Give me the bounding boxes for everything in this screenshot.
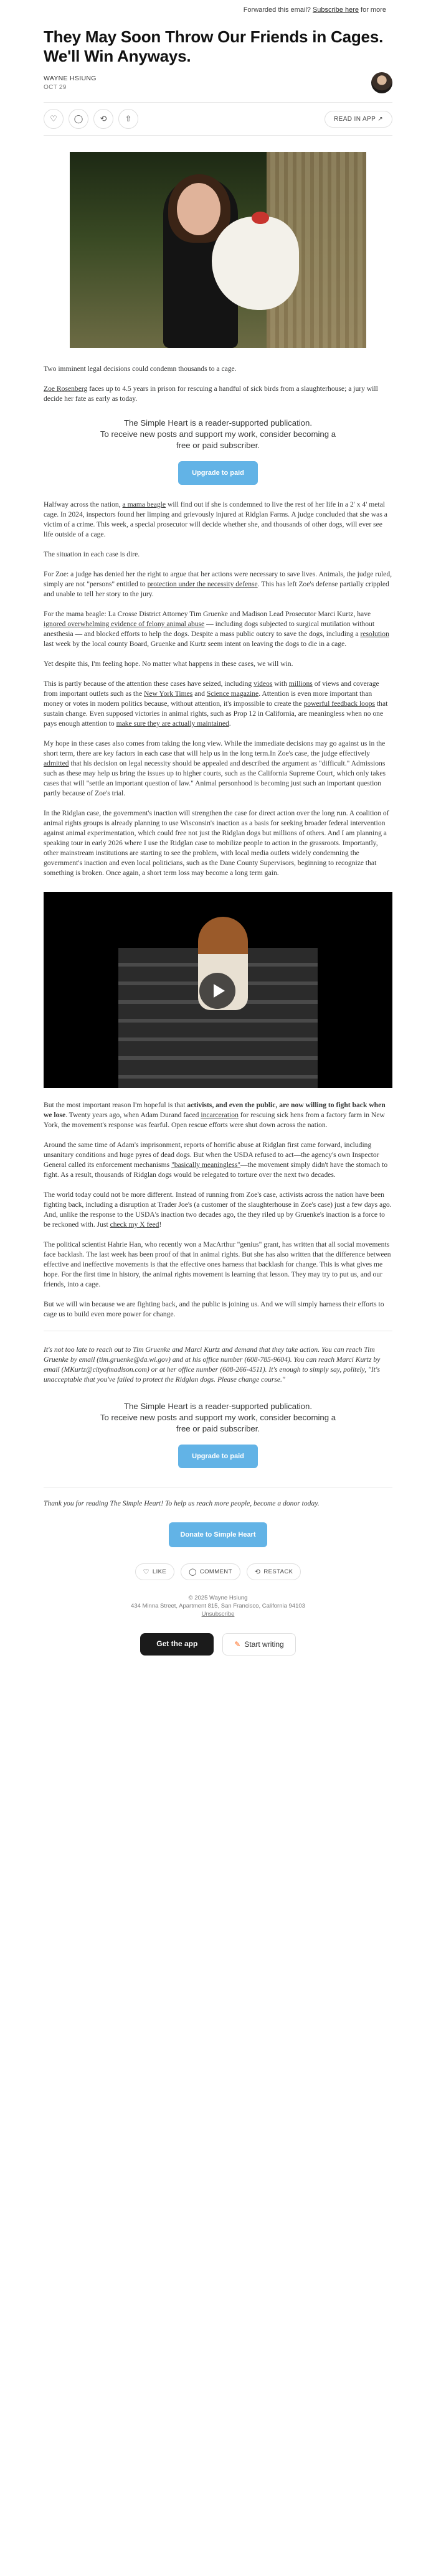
text-span: ! [159,1220,162,1229]
hero-face [177,183,220,235]
necessity-defense-link[interactable]: protection under the necessity defense [147,580,258,588]
text-span: that sustain change. Even supposed victories in animal rights, such as Prop 12 in California, are meaningless when no one pays enough attention to [44,700,388,728]
felony-abuse-link[interactable]: ignored overwhelming evidence of felony animal abuse [44,620,205,628]
paragraph-we-will-win: But we will win because we are fighting back, and the public is joining us. And we will simply harness their efforts to cage us to build even more power for change. [44,1300,384,1318]
text-span: . Attention is even more important than money or votes in modern politics because, without attention, it's impossible to create the [44,690,372,708]
text-span: for rescuing sick hens from a factory farm in New York, the movement's response was fearful. Open rescue efforts were shut down across the nation. [44,1111,385,1129]
footer-meta [44,1594,392,1618]
text-span: The world today could not be more different. Instead of running from Zoe's case, activists across the nation have been fighting back, including a disruption at Trader Joe's (a customer of the slaughterhouse in Zoe's case) just a few days ago. And, unlike the response to the USDA's inaction two decades ago, the they riled up by Gruenke's inaction is a force to be reckoned with. Just [44,1191,392,1229]
text-span: For the mama beagle: La Crosse District Attorney Tim Gruenke and Madison Lead Prosecutor Marci Kurtz, have [44,610,371,618]
author-name[interactable]: WAYNE HSIUNG [44,75,97,82]
start-writing-button[interactable] [222,1633,295,1656]
restack-label: RESTACK [263,1568,293,1575]
text-span: — including dogs subjected to surgical mutilation without anesthesia — and blocked efforts to help the dogs. Despite a mass public outcry to save the dogs, including a [44,620,375,638]
footer-like-button[interactable] [135,1563,174,1580]
paragraph-dire: The situation in each case is dire. [44,550,140,558]
meaningless-link[interactable]: "basically meaningless" [171,1161,240,1169]
paragraph-ridglan-case: In the Ridglan case, the government's inaction will strengthen the case for direct action over the long run. A coalition of animal rights groups is already planning to use Wisconsin's inaction as a basis for seeking broader federal intervention against animal experimentation, which could free not just the Ridglan dogs but millions of others. And I am planning a speaking tour in early 2026 where I use the Ridglan case to mobilize people to action in the grassroots. Importantly, other mainstream institutions are starting to see the problem, with local media outlets widely condemning the government's inaction and even local politicians, such as the Dane County Supervisors, beginning to recognize that something is broken. Once again, a short term loss may become a long term gain. [44,809,389,877]
post-container [44,27,392,1656]
science-magazine-link[interactable]: Science magazine [206,690,259,698]
comment-label: COMMENT [199,1568,232,1575]
text-span: with [272,680,289,688]
share-button[interactable] [118,109,138,129]
feedback-loops-link[interactable]: powerful feedback loops [303,700,376,708]
paragraph-long-view [44,739,392,799]
comment-button[interactable] [69,109,88,129]
x-feed-link[interactable]: check my X feed [110,1220,159,1229]
text-span: For Zoe: a judge has denied her the right to argue that her actions were necessary to save lives. Animals, the judge ruled, simply are not "persons" entitled to [44,570,392,588]
paragraph-call-to-action: It's not too late to reach out to Tim Gruenke and Marci Kurtz and demand that they take action. You can reach Tim Gruenke by email (tim.gruenke@da.wi.gov) and at his office number (608-785-9604). You can reach Marci Kurtz by email (MKurtz@cityofmadison.com) or at her office number (608-266-4511). It's enough to simply say, politely, "It's unacceptable that you've failed to protect the Ridglan dogs. Please change course." [44,1346,381,1384]
copyright: © 2025 Wayne Hsiung [188,1595,248,1601]
mama-beagle-link[interactable]: a mama beagle [122,500,166,508]
video-player[interactable] [44,892,392,1088]
forwarded-bar [0,0,436,20]
share-icon: ⇧ [125,114,132,124]
heart-icon: ♡ [143,1568,149,1576]
incarceration-link[interactable]: incarceration [201,1111,239,1119]
text-span: faces up to 4.5 years in prison for rescuing a handful of sick birds from a slaughterhouse; a jury will decide her fate as early as today. [44,385,378,403]
byline [44,72,392,93]
cta-line-1: The Simple Heart is a reader-supported publication. [123,418,312,428]
post-body [44,364,392,1547]
paragraph-zoe [44,384,392,404]
pencil-icon: ✎ [234,1640,241,1649]
like-label: LIKE [152,1568,167,1575]
paragraph-fight-back [44,1100,392,1130]
text-span: . Twenty years ago, when Adam Durand faced [65,1111,201,1119]
avatar[interactable] [371,72,392,93]
play-button[interactable] [199,973,235,1009]
text-span: —the movement simply didn't have the stomach to fight. As a result, thousands of Ridglan dogs would be relegated to torture over the next two decades. [44,1161,388,1179]
closing-divider [44,1331,392,1385]
text-span: Halfway across the nation, [44,500,123,508]
emphasis-text: activists, and even the public, are now willing to fight back when we lose [44,1101,386,1119]
millions-link[interactable]: millions [288,680,313,688]
upgrade-to-paid-button[interactable]: Upgrade to paid [178,461,258,485]
text-span: . This has left Zoe's defense partially crippled and unable to tell her story to the jury. [44,580,389,598]
subscribe-cta [44,418,392,485]
upgrade-to-paid-button-bottom[interactable]: Upgrade to paid [178,1445,258,1468]
text-span: last week by the local county Board, Gruenke and Kurtz seem intent on leaving the dogs to die in a cage. [44,640,347,648]
post-actions-bar [44,102,392,136]
zoe-rosenberg-link[interactable]: Zoe Rosenberg [44,385,88,393]
post-title[interactable]: They May Soon Throw Our Friends in Cages. We'll Win Anyways. [44,27,384,65]
forwarded-suffix: for more [361,6,386,14]
hero-hen [212,217,299,310]
like-button[interactable] [44,109,64,129]
text-span: . [229,719,231,728]
hero-image[interactable] [70,152,366,348]
admitted-link[interactable]: admitted [44,759,69,767]
cta-line-2: To receive new posts and support my work, consider becoming a free or paid subscriber. [100,1413,336,1433]
text-span: that his decision on legal necessity should be appealed and described the argument as "difficult." Admissions such as these may help us bring the issues up to higher courts, such as the California Supreme Court, which only takes cases that will "settle an important question of law." Animal personhood is becoming just such an important question partly because of Zoe's trial. [44,759,386,797]
paragraph-attention [44,679,392,729]
donate-wrap [44,1509,392,1547]
paragraph-hahrie-han: The political scientist Hahrie Han, who recently won a MacArthur "genius" grant, has written that all social movements face backlash. The last week has been proof of that in animal rights. But she has also written that the difference between effective and ineffective movements is that the effective ones harness that backlash for change. This is what gives me hope. For the first time in history, the animal rights movement is learning that lesson. They may try to put us, and our friends, into a cage. [44,1240,391,1288]
paragraph-thanks: Thank you for reading The Simple Heart! To help us reach more people, become a donor today. [44,1487,392,1509]
donate-button[interactable]: Donate to Simple Heart [169,1522,267,1547]
paragraph-hope: Yet despite this, I'm feeling hope. No matter what happens in these cases, we will win. [44,660,293,668]
footer-restack-button[interactable] [247,1563,301,1580]
paragraph-prosecutors [44,609,392,649]
cta-line-2: To receive new posts and support my work, consider becoming a free or paid subscriber. [100,429,336,450]
comment-icon: ◯ [73,114,83,124]
heart-icon: ♡ [50,114,57,124]
footer-buttons [44,1633,392,1656]
text-span: But the most important reason I'm hopeful is that [44,1101,187,1109]
text-span: will find out if she is condemned to live the rest of her life in a 2' x 4' metal cage. In 2024, inspectors found her limping and grievously injured at Ridglan Farms. A judge concluded that she was a victim of a crime. This week, a special prosecutor will decide whether she, and thousands of other dogs, will ever see life outside of a cage. [44,500,387,538]
comment-icon: ◯ [189,1568,197,1576]
start-writing-label: Start writing [244,1640,284,1649]
restack-icon: ⟲ [100,114,107,124]
get-the-app-button[interactable]: Get the app [140,1633,214,1656]
footer-comment-button[interactable] [181,1563,240,1580]
external-link-icon: ↗ [377,115,383,123]
subscribe-cta-bottom [44,1401,392,1468]
address: 434 Minna Street, Apartment 815, San Francisco, California 94103 [131,1603,305,1609]
unsubscribe-link[interactable]: Unsubscribe [201,1611,235,1618]
hero-hen-comb [252,212,269,224]
text-span: Around the same time of Adam's imprisonment, reports of horrific abuse at Ridglan first came forward, including unsanitary conditions and huge pyres of dead dogs. But when the USDA refused to act—the agency's own Inspector General called its enforcement mechanisms [44,1141,379,1169]
text-span: of views and coverage from important outlets such as the [44,680,379,698]
paragraph-adam [44,1140,392,1180]
restack-button[interactable] [93,109,113,129]
paragraph-beagle [44,500,392,540]
paragraph-world-today [44,1190,392,1230]
text-span: and [192,690,207,698]
forwarded-text: Forwarded this email? [243,6,311,14]
subscribe-link[interactable]: Subscribe here [312,6,359,14]
text-span: My hope in these cases also comes from taking the long view. While the immediate decisions may go against us in the short term, there are key factors in each case that will help us in the long term.In Zoe's case, the judge effectively [44,739,386,757]
play-icon [214,984,225,998]
nyt-link[interactable]: New York Times [144,690,193,698]
resolution-link[interactable]: resolution [360,630,389,638]
cta-line-1: The Simple Heart is a reader-supported publication. [123,1402,312,1411]
paragraph-zoe-judge [44,569,392,599]
restack-icon: ⟲ [254,1568,261,1576]
text-span: This is partly because of the attention these cases have seized, including [44,680,254,688]
paragraph-intro: Two imminent legal decisions could condemn thousands to a cage. [44,365,237,373]
maintained-link[interactable]: make sure they are actually maintained [116,719,229,728]
post-date: OCT 29 [44,84,67,91]
footer-actions [44,1563,392,1580]
read-in-app-label: READ IN APP [334,115,376,123]
videos-link[interactable]: videos [254,680,273,688]
read-in-app-button[interactable] [325,111,392,128]
